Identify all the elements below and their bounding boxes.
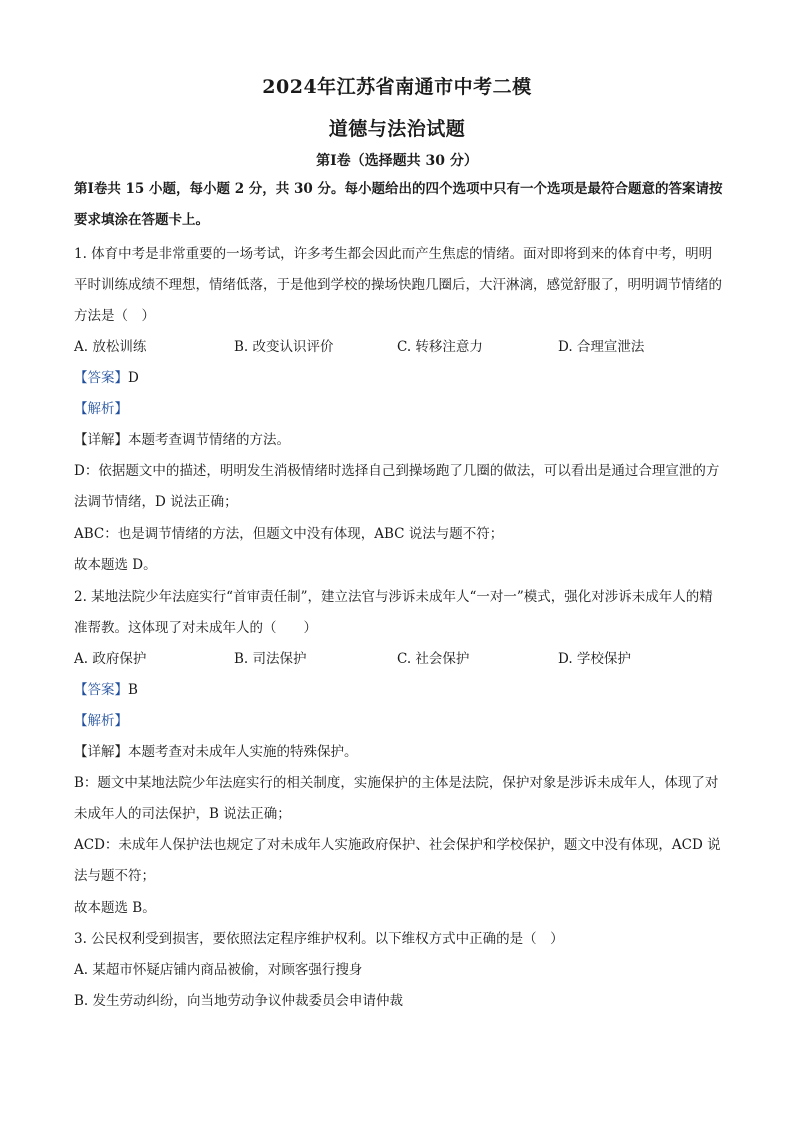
q1-explanation-2: ABC：也是调节情绪的方法，但题文中没有体现，ABC 说法与题不符； [74,526,504,542]
q2-conclusion: 故本题选 B。 [74,900,156,916]
question-2-stem: 2. 某地法院少年法庭实行“首审责任制”，建立法官与涉诉未成年人“一对一”模式，强化对涉诉未成年人的精准帮教。这体现了对未成年人的（ ） [74,589,713,636]
q2-answer [74,680,138,700]
q2-explanation-2: ACD：未成年人保护法也规定了对未成年人实施政府保护、社会保护和学校保护，题文中没有体现，ACD 说法与题不符； [74,837,721,884]
q2-option-c: C. 社会保护 [397,651,470,667]
section-title: 第Ⅰ卷（选择题共 30 分） [316,153,478,169]
q2-option-d: D. 学校保护 [558,651,631,667]
q1-detail [74,430,290,450]
q3-option-b: B. 发生劳动纠纷，向当地劳动争议仲裁委员会申请仲裁 [74,993,404,1009]
q2-option-b: B. 司法保护 [234,651,307,667]
detail-tag: 【详解】 [74,432,128,448]
q1-option-c: C. 转移注意力 [397,339,483,355]
q2-option-a: A. 政府保护 [74,651,147,667]
answer-tag: 【答案】 [74,682,128,698]
answer-value: B [128,682,138,698]
instructions: 第Ⅰ卷共 15 小题，每小题 2 分，共 30 分。每小题给出的四个选项中只有一个选项是最符合题意的答案请按要求填涂在答题卡上。 [74,181,723,228]
q2-detail [74,742,358,762]
question-1-stem: 1. 体育中考是非常重要的一场考试，许多考生都会因此而产生焦虑的情绪。面对即将到来的体育中考，明明平时训练成绩不理想，情绪低落，于是他到学校的操场快跑几圈后，大汗淋漓，感觉舒服了，明明调节情绪的方法是（ ） [74,246,722,324]
q1-conclusion: 故本题选 D。 [74,557,157,573]
answer-value: D [128,370,139,386]
q2-explanation-1: B：题文中某地法院少年法庭实行的相关制度，实施保护的主体是法院，保护对象是涉诉未成年人，体现了对未成年人的司法保护，B 说法正确； [74,775,719,822]
detail-text: 本题考查对未成年人实施的特殊保护。 [128,744,358,760]
exam-title: 2024年江苏省南通市中考二模 [262,76,532,98]
answer-tag: 【答案】 [74,370,128,386]
q2-analysis-tag: 【解析】 [74,713,128,729]
q1-option-a: A. 放松训练 [74,339,147,355]
detail-tag: 【详解】 [74,744,128,760]
q1-option-b: B. 改变认识评价 [234,339,334,355]
q1-analysis-tag: 【解析】 [74,401,128,417]
q3-option-a: A. 某超市怀疑店铺内商品被偷，对顾客强行搜身 [74,962,363,978]
detail-text: 本题考查调节情绪的方法。 [128,432,290,448]
q1-option-d: D. 合理宣泄法 [558,339,645,355]
q1-explanation-1: D：依据题文中的描述，明明发生消极情绪时选择自己到操场跑了几圈的做法，可以看出是通过合理宣泄的方法调节情绪，D 说法正确； [74,463,720,510]
exam-subject: 道德与法治试题 [328,118,466,140]
question-3-stem: 3. 公民权利受到损害，要依照法定程序维护权利。以下维权方式中正确的是（ ） [74,931,564,947]
q1-answer [74,368,139,388]
